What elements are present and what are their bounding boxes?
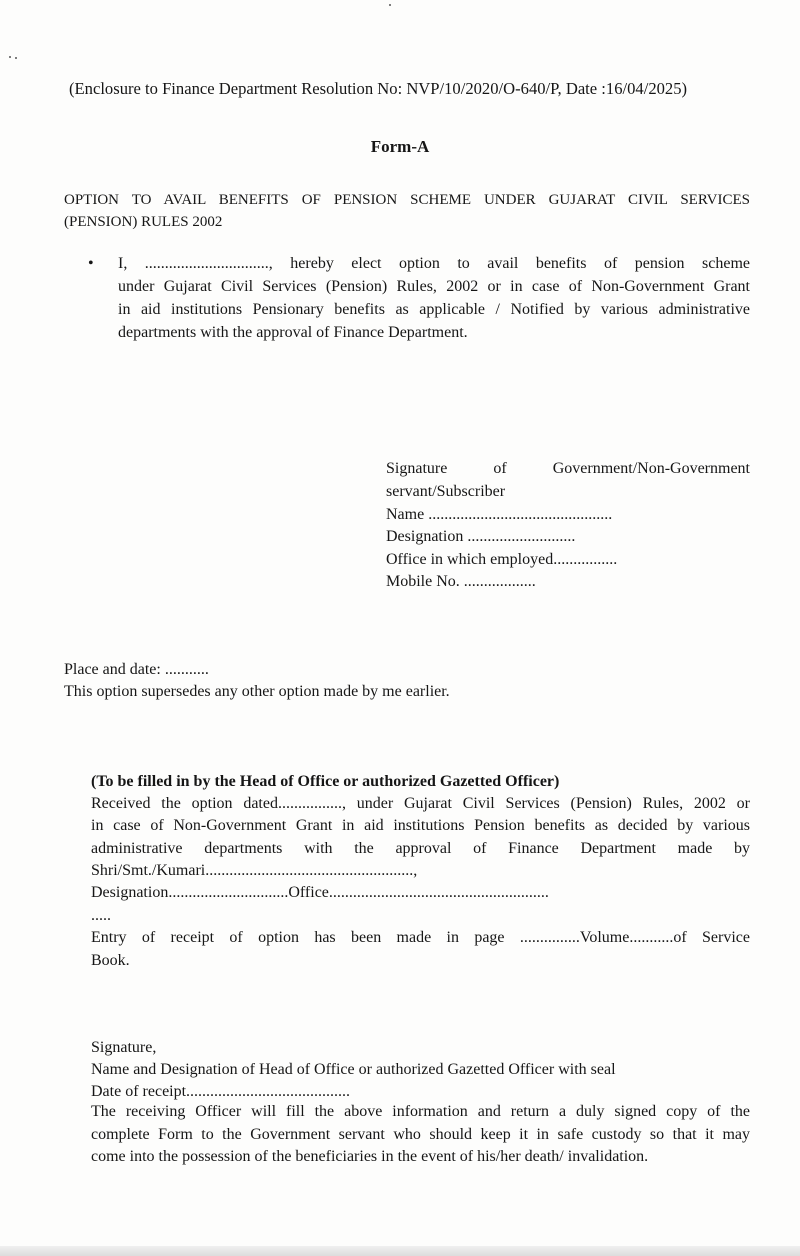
receiving-officer-note-line-3: come into the possession of the beneficiaries in the event of his/her death/ invalidation.	[91, 1148, 649, 1165]
declaration-line-3: in aid institutions Pensionary benefits as applicable / Notified by various administrative	[118, 301, 750, 318]
signature-label-line-2: servant/Subscriber	[386, 483, 506, 500]
receipt-signature-label: Signature,	[91, 1039, 157, 1056]
form-title: Form-A	[370, 137, 430, 156]
received-line-1: Received the option dated................, under Gujarat Civil Services (Pension) Rules, 2002 or	[91, 795, 750, 812]
of-word: of	[493, 460, 507, 477]
servant-type: Government/Non-Government	[552, 460, 750, 477]
date-of-receipt-field: Date of receipt.........................................	[91, 1083, 351, 1100]
scan-speck	[389, 4, 391, 6]
received-line-3: administrative departments with the approval of Finance Department made by	[91, 840, 750, 857]
scan-speck	[9, 56, 11, 58]
received-line-2: in case of Non-Government Grant in aid institutions Pension benefits as decided by various	[91, 817, 750, 834]
office-field: Office in which employed................	[386, 551, 618, 568]
receiving-officer-note-line-1: The receiving Officer will fill the above information and return a duly signed copy of the	[91, 1103, 750, 1120]
receipt-name-designation: Name and Designation of Head of Office or authorized Gazetted Officer with seal	[91, 1061, 616, 1078]
receiving-officer-note-line-2: complete Form to the Government servant who should keep it in safe custody so that it may	[91, 1126, 750, 1143]
mobile-field: Mobile No. ..................	[386, 573, 536, 590]
continuation-dots: .....	[91, 907, 111, 924]
place-date-field: Place and date: ...........	[64, 661, 209, 678]
enclosure-reference: (Enclosure to Finance Department Resolution No: NVP/10/2020/O-640/P, Date :16/04/2025)	[69, 79, 688, 98]
office-section-heading: (To be filled in by the Head of Office or authorized Gazetted Officer)	[91, 773, 560, 790]
page-bottom-edge	[0, 1246, 800, 1256]
bullet: •	[88, 255, 94, 272]
designation-office-field: Designation..............................Office.......................................................	[91, 884, 549, 901]
supersedes-note: This option supersedes any other option made by me earlier.	[64, 683, 450, 700]
declaration-line-2: under Gujarat Civil Services (Pension) Rules, 2002 or in case of Non-Government Grant	[118, 278, 750, 295]
shri-smt-field: Shri/Smt./Kumari....................................................,	[91, 862, 418, 879]
entry-receipt-line-1: Entry of receipt of option has been made in page ...............Volume...........of Service	[91, 929, 750, 946]
name-field: Name ..............................................	[386, 506, 613, 523]
scan-speck	[15, 57, 17, 59]
option-heading-line-2: (PENSION) RULES 2002	[64, 214, 223, 230]
declaration-line-1: I, ..............................., hereby elect option to avail benefits of pension scheme	[118, 255, 750, 272]
entry-receipt-line-2: Book.	[91, 952, 130, 969]
signature-word: Signature	[386, 460, 448, 477]
designation-field: Designation ...........................	[386, 528, 576, 545]
option-heading-line-1: OPTION TO AVAIL BENEFITS OF PENSION SCHEME UNDER GUJARAT CIVIL SERVICES	[64, 192, 750, 208]
declaration-line-4: departments with the approval of Finance Department.	[118, 324, 468, 341]
signature-label	[386, 458, 750, 481]
